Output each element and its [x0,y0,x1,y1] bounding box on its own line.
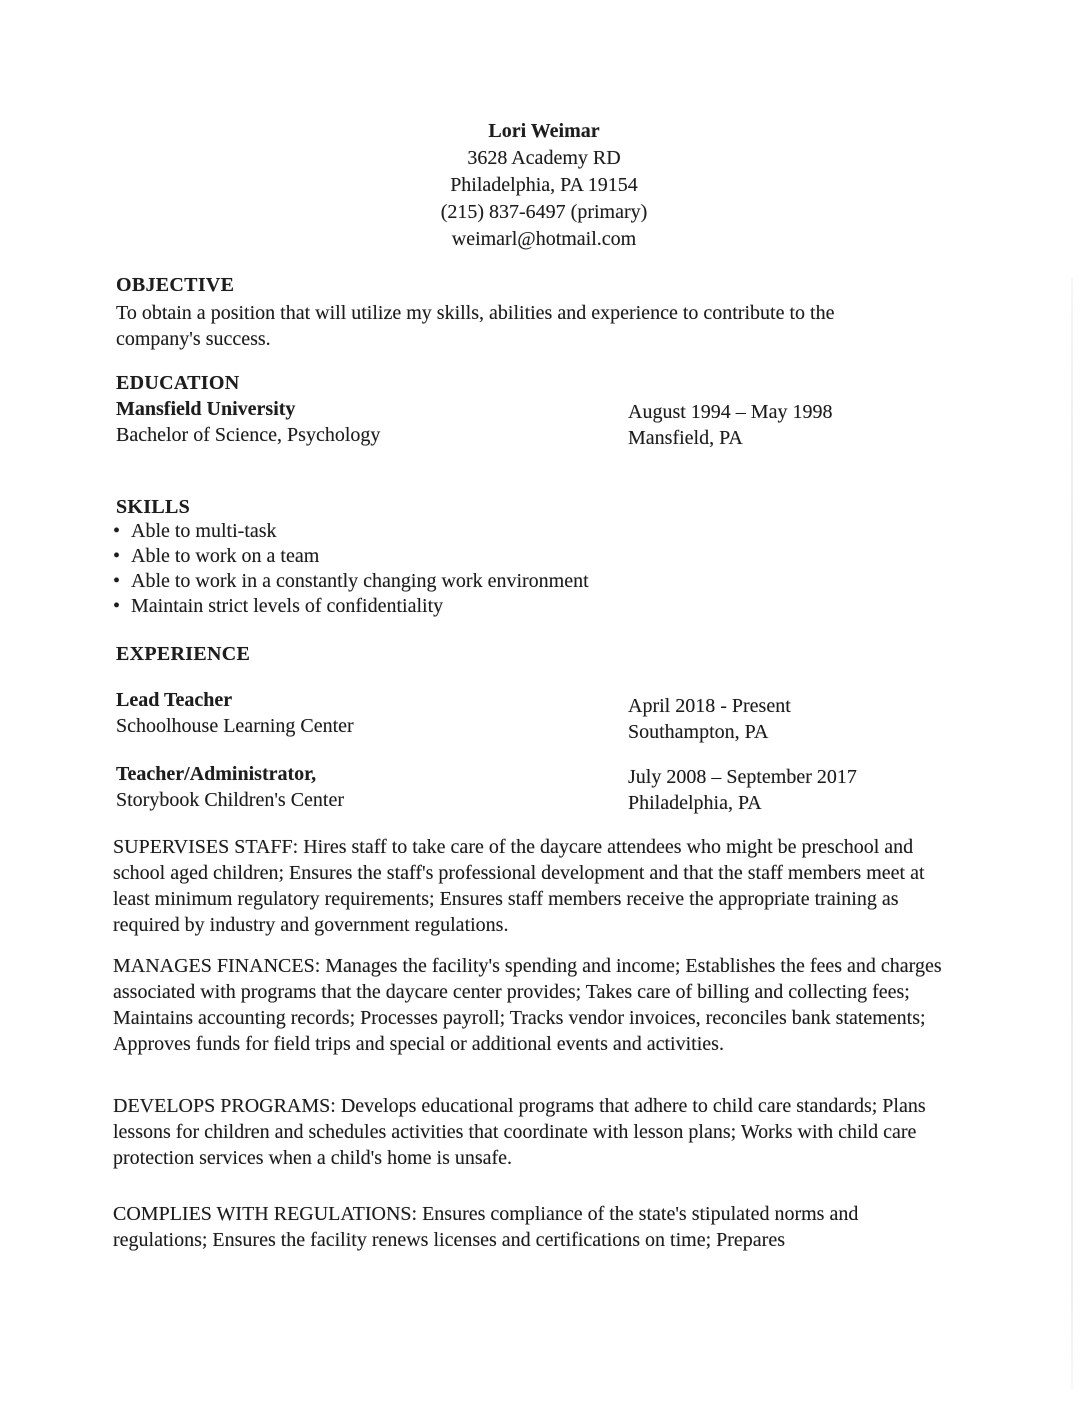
job-company: Storybook Children's Center [116,789,345,811]
job-location: Philadelphia, PA [628,792,762,814]
bullet-icon: • [113,595,121,617]
skill-item [113,594,589,619]
degree: Bachelor of Science, Psychology [116,424,381,446]
objective-heading: OBJECTIVE [116,274,235,296]
skill-item-text: Able to work on a team [131,545,320,567]
education-location: Mansfield, PA [628,427,743,449]
skill-item-text: Maintain strict levels of confidentiality [131,595,444,617]
job-location: Southampton, PA [628,721,769,743]
education-entry [116,396,380,448]
job-dates: July 2008 – September 2017 [628,766,857,788]
duty-paragraph-develops-programs: DEVELOPS PROGRAMS: Develops educational programs that adhere to child care standards; Plans lessons for children and schedules activities that coordinate with lesson plans; Works with child care protection services when a child's home is unsafe. [113,1095,926,1169]
objective-text: To obtain a position that will utilize my skills, abilities and experience to contribute to the company's success. [116,302,835,350]
job-entry [116,687,354,739]
skill-item-text: Able to work in a constantly changing work environment [131,570,589,592]
bullet-icon: • [113,520,121,542]
job-company: Schoolhouse Learning Center [116,715,354,737]
job-dates-location [628,764,857,816]
experience-heading: EXPERIENCE [116,643,251,665]
street-address: 3628 Academy RD [467,147,621,169]
scan-artifact-line [1071,278,1073,1390]
skill-item [113,544,589,569]
phone-number: (215) 837-6497 (primary) [440,201,648,223]
city-state-zip: Philadelphia, PA 19154 [450,174,638,196]
job-dates: April 2018 - Present [628,695,791,717]
duty-paragraph-manages-finances: MANAGES FINANCES: Manages the facility's spending and income; Establishes the fees and charges associated with programs that the daycare center provides; Takes care of billing and collecting fees; Maintains accounting records; Processes payroll; Tracks vendor invoices, reconciles bank statements; Approves funds for field trips and special or additional events and activities. [113,955,942,1055]
education-dates: August 1994 – May 1998 [628,401,833,423]
skill-item [113,519,589,544]
job-dates-location [628,693,791,745]
job-title: Lead Teacher [116,689,233,711]
skill-item [113,569,589,594]
skills-heading: SKILLS [116,496,191,518]
contact-header [0,118,1088,253]
education-heading: EDUCATION [116,372,240,394]
job-title: Teacher/Administrator, [116,763,317,785]
school-name: Mansfield University [116,398,296,420]
duty-paragraph-supervises-staff: SUPERVISES STAFF: Hires staff to take care of the daycare attendees who might be preschool and school aged children; Ensures the staff's professional development and that the staff members meet at least minimum regulatory requirements; Ensures staff members receive the appropriate training as required by industry and government regulations. [113,836,925,936]
person-name: Lori Weimar [488,120,600,142]
job-entry [116,761,344,813]
skill-item-text: Able to multi-task [131,520,277,542]
bullet-icon: • [113,545,121,567]
education-dates-location [628,399,832,451]
email-address: weimarl@hotmail.com [451,228,637,250]
duty-paragraph-complies-with-regulations: COMPLIES WITH REGULATIONS: Ensures compliance of the state's stipulated norms and regulations; Ensures the facility renews licenses and certifications on time; Prepares [113,1203,859,1251]
bullet-icon: • [113,570,121,592]
skills-list [113,519,589,619]
